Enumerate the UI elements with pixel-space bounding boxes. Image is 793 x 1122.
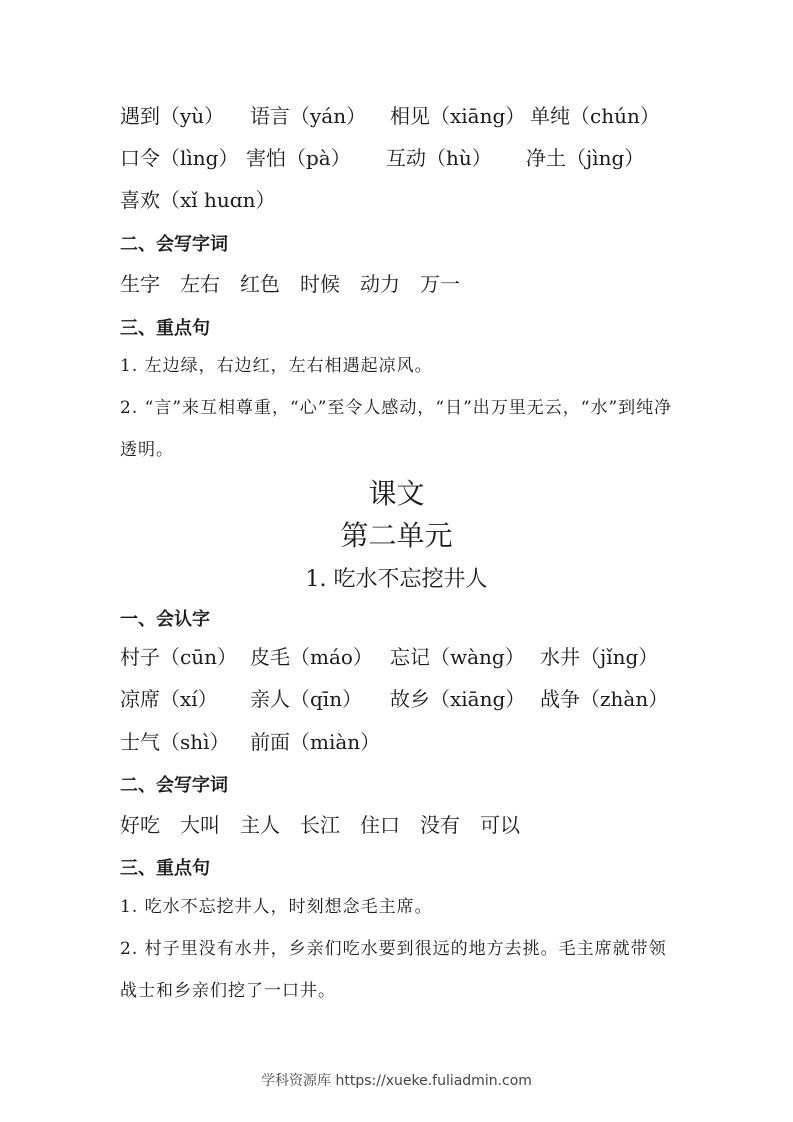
word-item: 时候	[300, 272, 340, 296]
section-heading-write-2: 二、会写字词	[120, 775, 228, 796]
word-item: 单纯（chún）	[530, 104, 660, 128]
word-item: 可以	[480, 813, 520, 837]
key-sentence-1: 1. 吃水不忘挖井人，时刻想念毛主席。	[120, 897, 433, 917]
word-item: 前面（miàn）	[250, 730, 381, 754]
word-item: 万一	[420, 272, 460, 296]
word-item: 住口	[360, 813, 400, 837]
word-item: 净土（jìng）	[526, 146, 645, 170]
word-item: 亲人（qīn）	[250, 687, 363, 711]
word-item: 好吃	[120, 813, 160, 837]
key-sentence-1: 1. 左边绿，右边红，左右相遇起凉风。	[120, 356, 433, 376]
word-item: 大叫	[180, 813, 220, 837]
word-item: 语言（yán）	[250, 104, 367, 128]
word-item: 水井（jǐng）	[540, 645, 659, 669]
section-title: 课文	[368, 477, 425, 510]
lesson-title: 1. 吃水不忘挖井人	[305, 567, 488, 592]
word-item: 没有	[420, 813, 460, 837]
key-sentence-2: 2. “言”来互相尊重，“心”至令人感动，“日”出万里无云，“水”到纯净透明。	[120, 398, 673, 460]
word-item: 村子（cūn）	[120, 645, 237, 669]
word-item: 皮毛（máo）	[250, 645, 373, 669]
word-item: 喜欢（xǐ huɑn）	[120, 188, 276, 212]
section-heading-recognize: 一、会认字	[120, 609, 210, 630]
word-item: 忘记（wàng）	[390, 645, 525, 669]
section-heading-write: 二、会写字词	[120, 234, 228, 255]
word-item: 互动（hù）	[386, 146, 492, 170]
word-item: 士气（shì）	[120, 730, 230, 754]
word-item: 害怕（pà）	[246, 146, 351, 170]
footer-source: 学科资源库 https://xueke.fuliadmin.com	[261, 1073, 532, 1089]
section-heading-sentences: 三、重点句	[120, 318, 210, 339]
section-heading-sentences-2: 三、重点句	[120, 858, 210, 879]
word-item: 动力	[360, 272, 400, 296]
word-item: 左右	[180, 272, 220, 296]
word-item: 故乡（xiāng）	[390, 687, 526, 711]
word-item: 遇到（yù）	[120, 104, 225, 128]
word-item: 红色	[240, 272, 280, 296]
word-item: 战争（zhàn）	[540, 687, 669, 711]
word-item: 凉席（xí）	[120, 687, 218, 711]
word-item: 主人	[240, 813, 280, 837]
word-item: 长江	[300, 813, 340, 837]
word-item: 口令（lìng）	[120, 146, 239, 170]
unit-title: 第二单元	[340, 519, 453, 552]
word-item: 生字	[120, 272, 160, 296]
word-item: 相见（xiāng）	[390, 104, 526, 128]
key-sentence-2: 2. 村子里没有水井，乡亲们吃水要到很远的地方去挑。毛主席就带领战士和乡亲们挖了一口井。	[120, 939, 667, 1001]
